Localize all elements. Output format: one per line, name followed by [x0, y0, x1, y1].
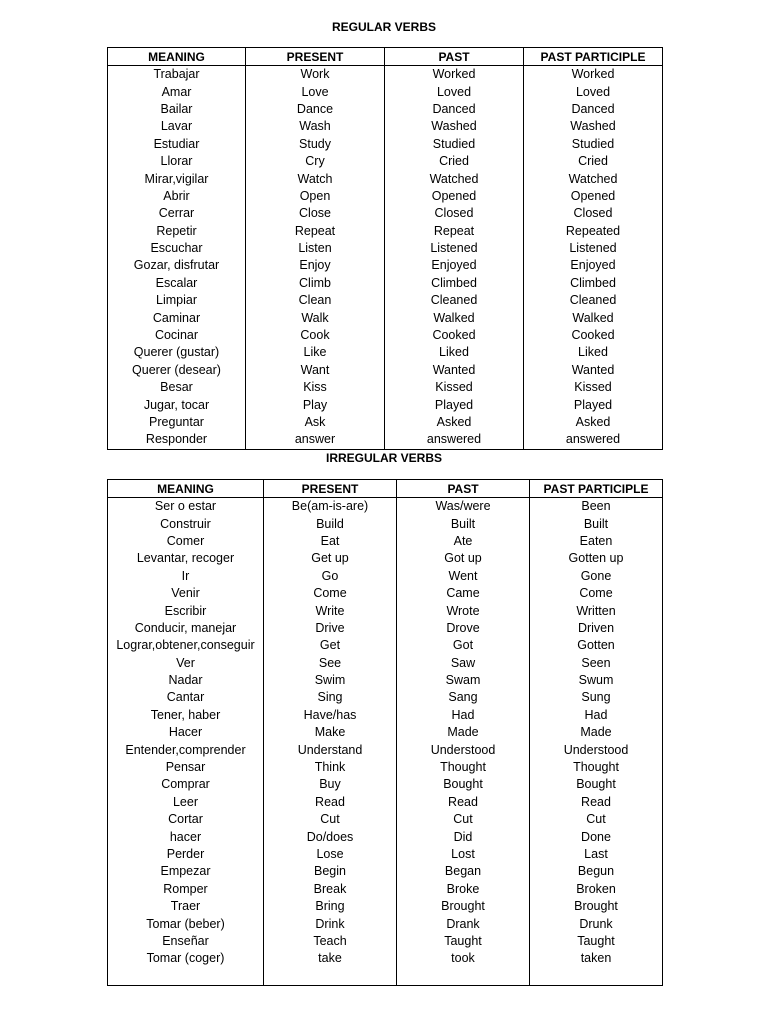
meaning-cell: Bailar — [108, 101, 246, 118]
table-row — [108, 118, 663, 135]
meaning-cell: Llorar — [108, 153, 246, 170]
past-cell: Studied — [385, 136, 524, 153]
past-participle-cell: Repeated — [524, 223, 663, 240]
past-participle-cell: Asked — [524, 414, 663, 431]
meaning-cell: Escalar — [108, 275, 246, 292]
past-participle-cell: Played — [524, 396, 663, 413]
table-row — [108, 240, 663, 257]
header-present: PRESENT — [264, 480, 397, 498]
table-row — [108, 637, 663, 654]
past-participle-cell: Drunk — [530, 915, 663, 932]
table-row — [108, 101, 663, 118]
past-participle-cell: Read — [530, 794, 663, 811]
past-cell: Listened — [385, 240, 524, 257]
past-participle-cell: Danced — [524, 101, 663, 118]
header-past-participle: PAST PARTICIPLE — [524, 48, 663, 66]
table-row — [108, 933, 663, 950]
meaning-cell: Abrir — [108, 188, 246, 205]
present-cell: Love — [246, 83, 385, 100]
past-cell: Went — [397, 568, 530, 585]
past-participle-cell: Last — [530, 846, 663, 863]
table-header-row — [108, 48, 663, 66]
present-cell: Get up — [264, 550, 397, 567]
meaning-cell: Querer (gustar) — [108, 344, 246, 361]
present-cell: Buy — [264, 776, 397, 793]
present-cell: Clean — [246, 292, 385, 309]
past-cell: Understood — [397, 741, 530, 758]
table-row — [108, 846, 663, 863]
past-cell: Climbed — [385, 275, 524, 292]
past-cell: Swam — [397, 672, 530, 689]
meaning-cell: Tomar (beber) — [108, 915, 264, 932]
past-participle-cell: Liked — [524, 344, 663, 361]
table-row — [108, 414, 663, 431]
table-row — [108, 344, 663, 361]
present-cell: Dance — [246, 101, 385, 118]
past-participle-cell: Driven — [530, 620, 663, 637]
table-row — [108, 620, 663, 637]
meaning-cell: Responder — [108, 431, 246, 449]
meaning-cell: Preguntar — [108, 414, 246, 431]
past-cell: Washed — [385, 118, 524, 135]
meaning-cell: Besar — [108, 379, 246, 396]
meaning-cell: Cantar — [108, 689, 264, 706]
table-row — [108, 362, 663, 379]
meaning-cell: Tomar (coger) — [108, 950, 264, 967]
past-cell: Closed — [385, 205, 524, 222]
meaning-cell: Construir — [108, 515, 264, 532]
present-cell: Listen — [246, 240, 385, 257]
table-row — [108, 585, 663, 602]
present-cell: Study — [246, 136, 385, 153]
present-cell: answer — [246, 431, 385, 449]
present-cell: Eat — [264, 533, 397, 550]
past-cell: Was/were — [397, 498, 530, 516]
table-row — [108, 379, 663, 396]
past-participle-cell: Done — [530, 828, 663, 845]
table-row — [108, 776, 663, 793]
blank-cell — [530, 968, 663, 986]
past-cell: Danced — [385, 101, 524, 118]
past-cell: Broke — [397, 881, 530, 898]
present-cell: Ask — [246, 414, 385, 431]
present-cell: Teach — [264, 933, 397, 950]
past-cell: Came — [397, 585, 530, 602]
table-row — [108, 550, 663, 567]
present-cell: Want — [246, 362, 385, 379]
present-cell: Cut — [264, 811, 397, 828]
past-cell: Sang — [397, 689, 530, 706]
blank-cell — [397, 968, 530, 986]
past-cell: Enjoyed — [385, 257, 524, 274]
past-participle-cell: Eaten — [530, 533, 663, 550]
past-participle-cell: Watched — [524, 170, 663, 187]
past-cell: took — [397, 950, 530, 967]
past-cell: Asked — [385, 414, 524, 431]
past-cell: Built — [397, 515, 530, 532]
present-cell: Play — [246, 396, 385, 413]
past-cell: Opened — [385, 188, 524, 205]
meaning-cell: Empezar — [108, 863, 264, 880]
past-participle-cell: Sung — [530, 689, 663, 706]
present-cell: Build — [264, 515, 397, 532]
present-cell: Climb — [246, 275, 385, 292]
past-participle-cell: Built — [530, 515, 663, 532]
past-cell: Read — [397, 794, 530, 811]
table-row — [108, 327, 663, 344]
past-participle-cell: Had — [530, 707, 663, 724]
meaning-cell: Cortar — [108, 811, 264, 828]
meaning-cell: Entender,comprender — [108, 741, 264, 758]
table-row — [108, 881, 663, 898]
past-participle-cell: Brought — [530, 898, 663, 915]
past-cell: Cried — [385, 153, 524, 170]
past-cell: Loved — [385, 83, 524, 100]
present-cell: Walk — [246, 309, 385, 326]
past-participle-cell: Understood — [530, 741, 663, 758]
past-cell: Got — [397, 637, 530, 654]
present-cell: take — [264, 950, 397, 967]
past-cell: Watched — [385, 170, 524, 187]
meaning-cell: Repetir — [108, 223, 246, 240]
meaning-cell: Venir — [108, 585, 264, 602]
meaning-cell: Mirar,vigilar — [108, 170, 246, 187]
past-participle-cell: taken — [530, 950, 663, 967]
meaning-cell: Trabajar — [108, 66, 246, 84]
table-header-row — [108, 480, 663, 498]
table-row-blank — [108, 968, 663, 986]
present-cell: Swim — [264, 672, 397, 689]
present-cell: Think — [264, 759, 397, 776]
present-cell: Repeat — [246, 223, 385, 240]
table-row — [108, 602, 663, 619]
irregular-verbs-title: IRREGULAR VERBS — [325, 451, 442, 465]
present-cell: Get — [264, 637, 397, 654]
header-meaning: MEANING — [108, 48, 246, 66]
meaning-cell: Limpiar — [108, 292, 246, 309]
present-cell: Open — [246, 188, 385, 205]
present-cell: Be(am-is-are) — [264, 498, 397, 516]
meaning-cell: Escribir — [108, 602, 264, 619]
table-row — [108, 292, 663, 309]
meaning-cell: Amar — [108, 83, 246, 100]
past-cell: Bought — [397, 776, 530, 793]
meaning-cell: Jugar, tocar — [108, 396, 246, 413]
past-participle-cell: Begun — [530, 863, 663, 880]
table-row — [108, 811, 663, 828]
past-participle-cell: Cooked — [524, 327, 663, 344]
past-participle-cell: Enjoyed — [524, 257, 663, 274]
past-cell: Drank — [397, 915, 530, 932]
past-cell: Cleaned — [385, 292, 524, 309]
meaning-cell: Traer — [108, 898, 264, 915]
present-cell: See — [264, 655, 397, 672]
past-cell: Lost — [397, 846, 530, 863]
table-row — [108, 672, 663, 689]
meaning-cell: Conducir, manejar — [108, 620, 264, 637]
present-cell: Watch — [246, 170, 385, 187]
table-row — [108, 515, 663, 532]
past-cell: Had — [397, 707, 530, 724]
past-cell: Got up — [397, 550, 530, 567]
table-row — [108, 915, 663, 932]
table-row — [108, 794, 663, 811]
meaning-cell: Pensar — [108, 759, 264, 776]
table-row — [108, 431, 663, 449]
meaning-cell: Tener, haber — [108, 707, 264, 724]
past-participle-cell: Loved — [524, 83, 663, 100]
irregular-verbs-table — [107, 479, 663, 986]
present-cell: Like — [246, 344, 385, 361]
present-cell: Go — [264, 568, 397, 585]
meaning-cell: Ver — [108, 655, 264, 672]
table-row — [108, 950, 663, 967]
present-cell: Break — [264, 881, 397, 898]
meaning-cell: Hacer — [108, 724, 264, 741]
table-row — [108, 223, 663, 240]
table-row — [108, 568, 663, 585]
meaning-cell: hacer — [108, 828, 264, 845]
past-participle-cell: Studied — [524, 136, 663, 153]
table-row — [108, 170, 663, 187]
past-participle-cell: Wanted — [524, 362, 663, 379]
meaning-cell: Lograr,obtener,conseguir — [108, 637, 264, 654]
header-past-participle: PAST PARTICIPLE — [530, 480, 663, 498]
present-cell: Wash — [246, 118, 385, 135]
past-participle-cell: Gone — [530, 568, 663, 585]
present-cell: Come — [264, 585, 397, 602]
past-cell: Repeat — [385, 223, 524, 240]
past-participle-cell: Washed — [524, 118, 663, 135]
present-cell: Enjoy — [246, 257, 385, 274]
regular-verbs-table — [107, 47, 663, 450]
past-cell: Ate — [397, 533, 530, 550]
meaning-cell: Comprar — [108, 776, 264, 793]
past-participle-cell: Cut — [530, 811, 663, 828]
past-participle-cell: Thought — [530, 759, 663, 776]
past-participle-cell: Come — [530, 585, 663, 602]
past-cell: Saw — [397, 655, 530, 672]
past-cell: Wanted — [385, 362, 524, 379]
past-participle-cell: Been — [530, 498, 663, 516]
past-cell: Drove — [397, 620, 530, 637]
table-row — [108, 724, 663, 741]
past-participle-cell: Made — [530, 724, 663, 741]
past-cell: Played — [385, 396, 524, 413]
past-participle-cell: Climbed — [524, 275, 663, 292]
past-cell: Thought — [397, 759, 530, 776]
meaning-cell: Caminar — [108, 309, 246, 326]
table-row — [108, 275, 663, 292]
regular-verbs-title: REGULAR VERBS — [331, 20, 436, 34]
present-cell: Begin — [264, 863, 397, 880]
table-row — [108, 188, 663, 205]
past-participle-cell: Listened — [524, 240, 663, 257]
meaning-cell: Enseñar — [108, 933, 264, 950]
present-cell: Write — [264, 602, 397, 619]
past-cell: Worked — [385, 66, 524, 84]
table-row — [108, 828, 663, 845]
past-cell: answered — [385, 431, 524, 449]
present-cell: Lose — [264, 846, 397, 863]
header-present: PRESENT — [246, 48, 385, 66]
table-row — [108, 741, 663, 758]
past-participle-cell: Bought — [530, 776, 663, 793]
present-cell: Close — [246, 205, 385, 222]
past-cell: Cut — [397, 811, 530, 828]
meaning-cell: Romper — [108, 881, 264, 898]
meaning-cell: Levantar, recoger — [108, 550, 264, 567]
present-cell: Drink — [264, 915, 397, 932]
present-cell: Make — [264, 724, 397, 741]
header-past: PAST — [397, 480, 530, 498]
past-participle-cell: Broken — [530, 881, 663, 898]
present-cell: Have/has — [264, 707, 397, 724]
meaning-cell: Cocinar — [108, 327, 246, 344]
past-participle-cell: Cleaned — [524, 292, 663, 309]
meaning-cell: Ir — [108, 568, 264, 585]
past-cell: Kissed — [385, 379, 524, 396]
past-cell: Liked — [385, 344, 524, 361]
meaning-cell: Lavar — [108, 118, 246, 135]
meaning-cell: Perder — [108, 846, 264, 863]
table-row — [108, 136, 663, 153]
table-row — [108, 707, 663, 724]
meaning-cell: Escuchar — [108, 240, 246, 257]
table-row — [108, 205, 663, 222]
present-cell: Sing — [264, 689, 397, 706]
meaning-cell: Ser o estar — [108, 498, 264, 516]
table-row — [108, 898, 663, 915]
past-participle-cell: Taught — [530, 933, 663, 950]
present-cell: Kiss — [246, 379, 385, 396]
table-row — [108, 83, 663, 100]
meaning-cell: Nadar — [108, 672, 264, 689]
present-cell: Cry — [246, 153, 385, 170]
table-row — [108, 309, 663, 326]
present-cell: Read — [264, 794, 397, 811]
header-meaning: MEANING — [108, 480, 264, 498]
past-cell: Cooked — [385, 327, 524, 344]
table-row — [108, 533, 663, 550]
present-cell: Cook — [246, 327, 385, 344]
past-cell: Wrote — [397, 602, 530, 619]
past-participle-cell: Gotten up — [530, 550, 663, 567]
present-cell: Do/does — [264, 828, 397, 845]
present-cell: Understand — [264, 741, 397, 758]
table-row — [108, 396, 663, 413]
past-participle-cell: Seen — [530, 655, 663, 672]
past-participle-cell: Cried — [524, 153, 663, 170]
past-participle-cell: Swum — [530, 672, 663, 689]
past-participle-cell: Kissed — [524, 379, 663, 396]
present-cell: Bring — [264, 898, 397, 915]
past-participle-cell: Walked — [524, 309, 663, 326]
table-row — [108, 153, 663, 170]
present-cell: Work — [246, 66, 385, 84]
past-participle-cell: Written — [530, 602, 663, 619]
table-row — [108, 257, 663, 274]
meaning-cell: Leer — [108, 794, 264, 811]
blank-cell — [264, 968, 397, 986]
meaning-cell: Comer — [108, 533, 264, 550]
table-row — [108, 498, 663, 516]
table-row — [108, 863, 663, 880]
meaning-cell: Querer (desear) — [108, 362, 246, 379]
past-cell: Made — [397, 724, 530, 741]
meaning-cell: Gozar, disfrutar — [108, 257, 246, 274]
past-participle-cell: Opened — [524, 188, 663, 205]
past-participle-cell: Gotten — [530, 637, 663, 654]
past-cell: Walked — [385, 309, 524, 326]
table-row — [108, 66, 663, 84]
meaning-cell: Cerrar — [108, 205, 246, 222]
table-row — [108, 759, 663, 776]
past-cell: Taught — [397, 933, 530, 950]
past-cell: Did — [397, 828, 530, 845]
table-row — [108, 689, 663, 706]
present-cell: Drive — [264, 620, 397, 637]
blank-cell — [108, 968, 264, 986]
past-participle-cell: Worked — [524, 66, 663, 84]
past-participle-cell: Closed — [524, 205, 663, 222]
past-participle-cell: answered — [524, 431, 663, 449]
past-cell: Brought — [397, 898, 530, 915]
header-past: PAST — [385, 48, 524, 66]
past-cell: Began — [397, 863, 530, 880]
table-row — [108, 655, 663, 672]
meaning-cell: Estudiar — [108, 136, 246, 153]
